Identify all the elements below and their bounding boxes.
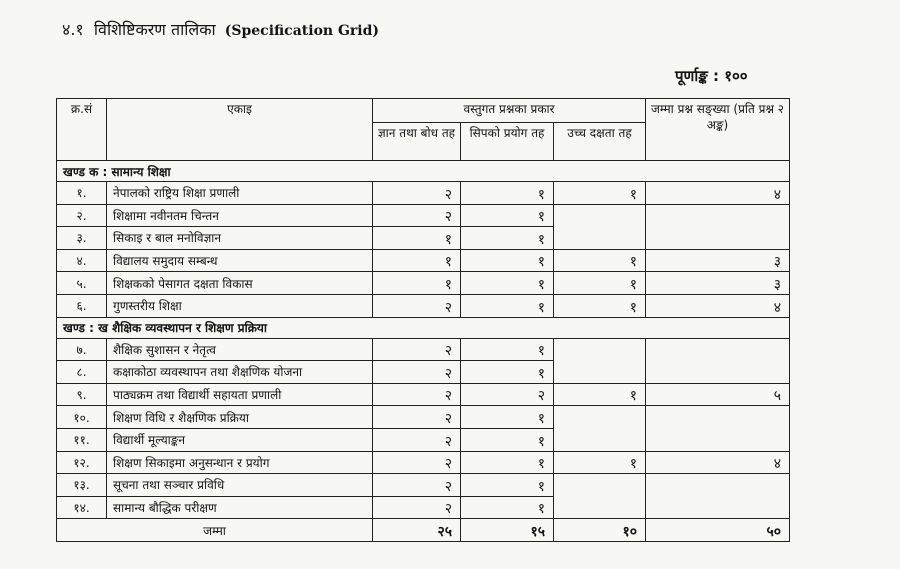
unit-name: गुणस्तरीय शिक्षा xyxy=(107,294,373,317)
unit-name: पाठ्यक्रम तथा विद्यार्थी सहायता प्रणाली xyxy=(107,383,373,406)
knowledge-count: २ xyxy=(373,496,461,519)
section-title: विशिष्टिकरण तालिका xyxy=(93,20,216,39)
table-row xyxy=(57,182,790,205)
table-row xyxy=(57,474,790,497)
section-label: खण्ड : ख शैक्षिक व्यवस्थापन र शिक्षण प्रक्रिया xyxy=(57,317,790,338)
header-objective-types: वस्तुगत प्रश्नका प्रकार xyxy=(373,99,646,123)
table-row xyxy=(57,249,790,272)
header-skill: सिपको प्रयोग तह xyxy=(461,123,554,161)
higher-count xyxy=(554,204,646,249)
higher-count xyxy=(554,406,646,451)
unit-name: सूचना तथा सञ्चार प्रविधि xyxy=(107,474,373,497)
table-row xyxy=(57,272,790,295)
table-row xyxy=(57,204,790,227)
totals-label: जम्मा xyxy=(57,519,373,542)
specification-grid-table xyxy=(56,98,790,542)
higher-count: १ xyxy=(554,294,646,317)
skill-count: १ xyxy=(461,451,554,474)
serial-number: २. xyxy=(57,204,107,227)
total-higher: १० xyxy=(554,519,646,542)
knowledge-count: २ xyxy=(373,294,461,317)
serial-number: १. xyxy=(57,182,107,205)
knowledge-count: २ xyxy=(373,406,461,429)
skill-count: १ xyxy=(461,182,554,205)
serial-number: ९. xyxy=(57,383,107,406)
unit-name: विद्यार्थी मूल्याङ्कन xyxy=(107,428,373,451)
serial-number: ११. xyxy=(57,428,107,451)
section-title-english: (Specification Grid) xyxy=(224,23,380,39)
skill-count: १ xyxy=(461,204,554,227)
total-questions-sum: ५० xyxy=(646,519,790,542)
header-unit: एकाइ xyxy=(107,99,373,161)
knowledge-count: २ xyxy=(373,204,461,227)
skill-count: १ xyxy=(461,474,554,497)
knowledge-count: २ xyxy=(373,383,461,406)
total-questions: ३ xyxy=(646,272,790,295)
unit-name: शिक्षामा नवीनतम चिन्तन xyxy=(107,204,373,227)
higher-count: १ xyxy=(554,249,646,272)
unit-name: सामान्य बौद्धिक परीक्षण xyxy=(107,496,373,519)
skill-count: १ xyxy=(461,496,554,519)
skill-count: २ xyxy=(461,383,554,406)
unit-name: नेपालको राष्ट्रिय शिक्षा प्रणाली xyxy=(107,182,373,205)
table-body xyxy=(57,161,790,542)
knowledge-count: १ xyxy=(373,227,461,250)
totals-row xyxy=(57,519,790,542)
knowledge-count: २ xyxy=(373,182,461,205)
serial-number: १०. xyxy=(57,406,107,429)
serial-number: ८. xyxy=(57,361,107,384)
total-questions xyxy=(646,474,790,519)
higher-count: १ xyxy=(554,383,646,406)
higher-count: १ xyxy=(554,272,646,295)
serial-number: ७. xyxy=(57,338,107,361)
knowledge-count: २ xyxy=(373,451,461,474)
skill-count: १ xyxy=(461,227,554,250)
header-sn: क्र.सं xyxy=(57,99,107,161)
total-questions xyxy=(646,338,790,383)
table-row xyxy=(57,451,790,474)
unit-name: शैक्षिक सुशासन र नेतृत्व xyxy=(107,338,373,361)
serial-number: १४. xyxy=(57,496,107,519)
section-number: ४.१ xyxy=(62,20,84,39)
knowledge-count: २ xyxy=(373,428,461,451)
total-questions: ३ xyxy=(646,249,790,272)
serial-number: ४. xyxy=(57,249,107,272)
unit-name: शिक्षण विधि र शैक्षणिक प्रक्रिया xyxy=(107,406,373,429)
higher-count xyxy=(554,338,646,383)
header-total-questions: जम्मा प्रश्न सङ्ख्या (प्रति प्रश्न २ अङ्क) xyxy=(646,99,790,161)
skill-count: १ xyxy=(461,272,554,295)
unit-name: सिकाइ र बाल मनोविज्ञान xyxy=(107,227,373,250)
section-heading xyxy=(62,18,379,40)
section-row xyxy=(57,317,790,338)
knowledge-count: २ xyxy=(373,474,461,497)
skill-count: १ xyxy=(461,249,554,272)
full-marks: पूर्णाङ्क : १०० xyxy=(675,67,748,85)
total-questions xyxy=(646,406,790,451)
total-questions: ४ xyxy=(646,451,790,474)
skill-count: १ xyxy=(461,294,554,317)
serial-number: ६. xyxy=(57,294,107,317)
table-row xyxy=(57,338,790,361)
header-higher: उच्च दक्षता तह xyxy=(554,123,646,161)
total-questions xyxy=(646,204,790,249)
section-row xyxy=(57,161,790,182)
table-row xyxy=(57,383,790,406)
serial-number: ३. xyxy=(57,227,107,250)
serial-number: १२. xyxy=(57,451,107,474)
unit-name: शिक्षकको पेसागत दक्षता विकास xyxy=(107,272,373,295)
unit-name: शिक्षण सिकाइमा अनुसन्धान र प्रयोग xyxy=(107,451,373,474)
total-questions: ५ xyxy=(646,383,790,406)
skill-count: १ xyxy=(461,428,554,451)
knowledge-count: १ xyxy=(373,272,461,295)
section-label: खण्ड क : सामान्य शिक्षा xyxy=(57,161,790,182)
serial-number: ५. xyxy=(57,272,107,295)
higher-count: १ xyxy=(554,451,646,474)
total-questions: ४ xyxy=(646,182,790,205)
unit-name: कक्षाकोठा व्यवस्थापन तथा शैक्षणिक योजना xyxy=(107,361,373,384)
skill-count: १ xyxy=(461,361,554,384)
serial-number: १३. xyxy=(57,474,107,497)
higher-count xyxy=(554,474,646,519)
skill-count: १ xyxy=(461,338,554,361)
table-row xyxy=(57,406,790,429)
knowledge-count: १ xyxy=(373,249,461,272)
table-row xyxy=(57,294,790,317)
higher-count: १ xyxy=(554,182,646,205)
total-skill: १५ xyxy=(461,519,554,542)
knowledge-count: २ xyxy=(373,338,461,361)
total-questions: ४ xyxy=(646,294,790,317)
skill-count: १ xyxy=(461,406,554,429)
unit-name: विद्यालय समुदाय सम्बन्ध xyxy=(107,249,373,272)
knowledge-count: २ xyxy=(373,361,461,384)
header-knowledge: ज्ञान तथा बोध तह xyxy=(373,123,461,161)
total-knowledge: २५ xyxy=(373,519,461,542)
